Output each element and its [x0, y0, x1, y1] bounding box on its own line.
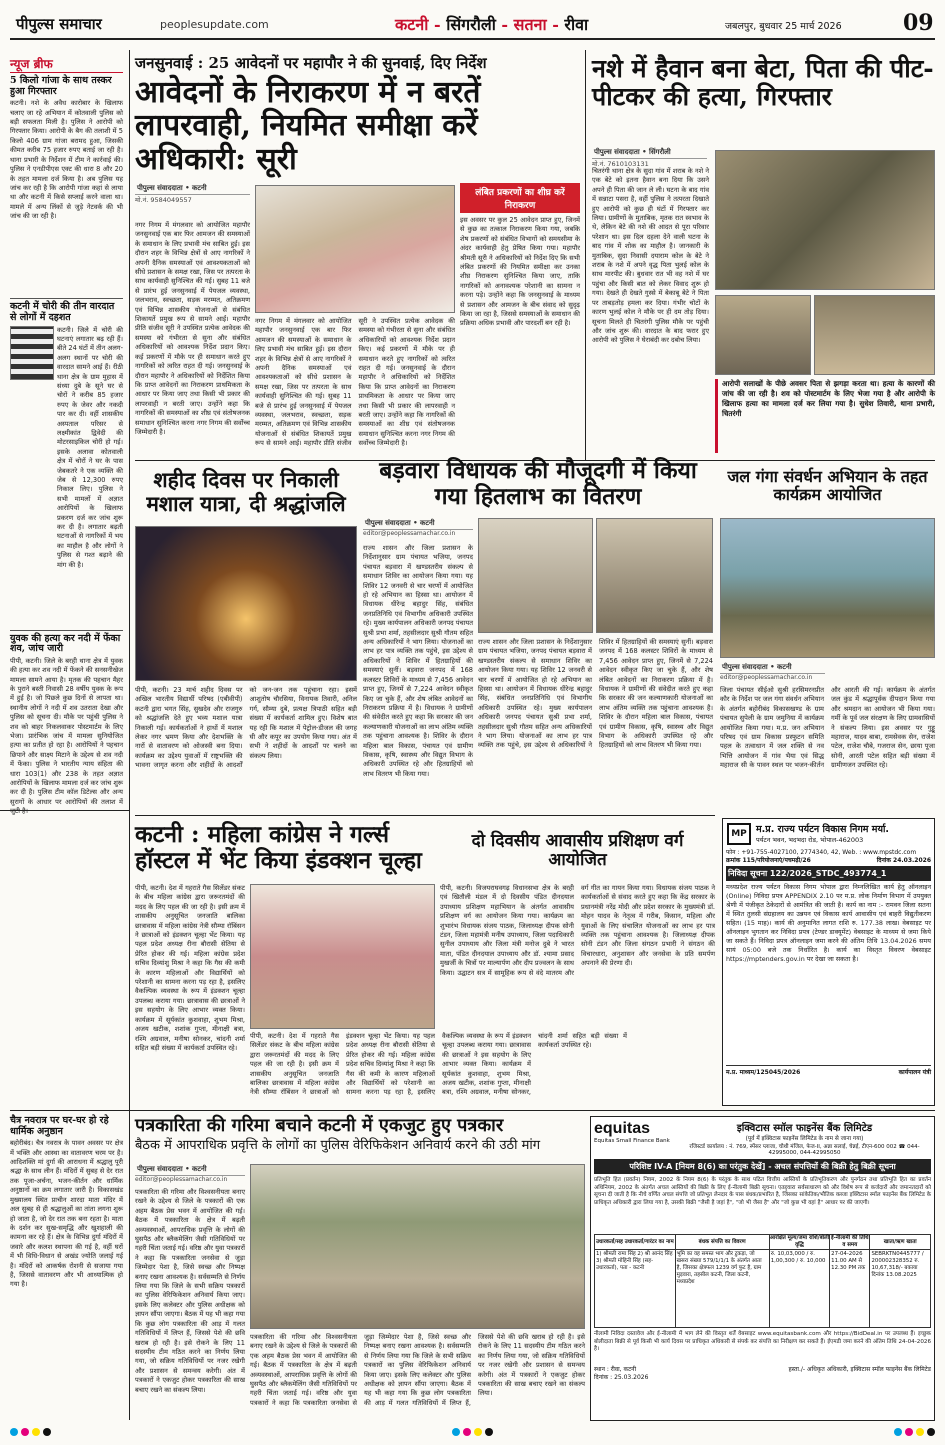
quote-text: आरोपी सलाखों के पीछे अवसर पिता से झगड़ा करता था। हत्या के कारणों की जांच की जा रही है। शव को पोस्टमार्टम के लिए भेजा गया है और आरोपी के खिलाफ हत्या का मामला दर्ज कर लिया गया है। सुधेश तिवारी, थाना प्रभारी, चितरंगी	[722, 379, 938, 418]
ad-org: म.प्र. राज्य पर्यटन विकास निगम मर्या.	[756, 824, 890, 835]
box-text: इस अवसर पर कुल 25 आवेदन प्राप्त हुए, जिनमें से कुछ का तत्काल निराकरण किया गया, जबकि शेष प्रकरणों को संबंधित विभागों को समयसीमा के अंदर कार्यवाही हेतु प्रेषित किया गया। महापौर श्रीमती सूरी ने अधिकारियों को निर्देश दिए कि सभी लंबित प्रकरणों की नियमित समीक्षा कर उनका शीघ्र निराकरण सुनिश्चित किया जाए, ताकि नागरिकों को अनावश्यक परेशानी का सामना न करना पड़े। उन्होंने कहा कि जनसुनवाई के माध्यम से प्रशासन और आमजन के बीच संवाद को सुदृढ़ किया जा रहा है, जिससे समस्याओं के समाधान की प्रक्रिया अधिक प्रभावी और पारदर्शी बन रही है।	[460, 216, 583, 328]
article-kicker: जनसुनवाई : 25 आवेदनों पर महापौर ने की सुनवाई, दिए निर्देश	[135, 54, 487, 72]
phone: मो.नं. 9584049557	[135, 196, 192, 204]
byline: पीपुल्स संवाददाता • कटनी editor@peoplessamachar.co.in	[720, 662, 825, 681]
edition-strip: कटनी - सिंगरौली - सतना - रीवा	[395, 15, 589, 34]
byline: पीपुल्स संवाददाता • कटनी editor@peoplessamachar.co.in	[135, 1164, 245, 1183]
mptdc-logo-icon: MP	[727, 823, 751, 845]
article-prashikshan	[440, 822, 718, 1107]
photo-jal-ganga	[720, 518, 935, 658]
article-headline: जल गंगा संवर्धन अभियान के तहत कार्यक्रम आयोजित	[727, 467, 928, 504]
byline: पीपुल्स संवाददाता • कटनी मो.नं. 9584049557	[135, 183, 250, 204]
ad-date: दिनांक 24.03.2026	[876, 857, 931, 864]
table-cell: SEBRKTN0445777 / 200002328352 रु. 10,67,318/- बकाया दिनांक 13.08.2025	[870, 1250, 931, 1328]
equitas-logo	[594, 1120, 674, 1156]
brief-text: कटनी। जिले में चोरी की घटनाएं लगातार बढ़ रही हैं। बीते 24 घंटों में तीन अलग-अलग स्थानों पर चोरी की वारदात सामने आई हैं। रीठी थाना क्षेत्र के ग्राम मुहास में संध्या दुबे के सूने घर से चोरों ने करीब 85 हजार रुपए के जेवर और नकदी पार कर दी। वहीं शासकीय अस्पताल परिसर से लक्ष्मीकांत द्विवेदी की मोटरसाइकिल चोरी हो गई। इसके अलावा कोतवाली क्षेत्र में चोरों ने घर के पास जेबकतरे ने एक व्यक्ति की जेब से 12,300 रुपए निकाल लिए। पुलिस ने सभी मामलों में अज्ञात आरोपियों के खिलाफ प्रकरण दर्ज कर जांच शुरू कर दी है। लगातार बढ़ती घटनाओं से नागरिकों में भय का माहौल है और लोगों ने पुलिस से गश्त बढ़ाने की मांग की है।	[57, 325, 126, 569]
bank-sub: (पूर्व में इक्विटास फाइनेंस लिमिटेड के नाम से जाना गया)	[745, 1136, 864, 1142]
brief-text: बहोरीबंद। चैत्र नवरात्र के पावन अवसर पर क्षेत्र में भक्ति और आस्था का वातावरण चरम पर है। आदिशक्ति मां दुर्गा की आराधना में श्रद्धालु पूरी श्रद्धा के साथ लीन हैं। मंदिरों में सुबह से देर रात तक पूजा-अर्चना, भजन-कीर्तन और धार्मिक अनुष्ठानों का क्रम लगातार जारी है। विकासखंड मुख्यालय स्थित प्राचीन शारदा माता मंदिर में अल सुबह से ही श्रद्धालुओं का तांता लगना शुरू हो जाता है, जो देर रात तक बना रहता है। माता के दर्शन कर सुख-समृद्धि और खुशहाली की कामना कर रहे हैं। क्षेत्र के विभिन्न दुर्गा मंदिरों में जवारे और कलश स्थापना की गई है, वहीं घरों में भी विधि-विधान से अखंड ज्योति जलाई गई है। मंदिरों को आकर्षक रोशनी से सजाया गया है, जिससे वातावरण और भी आध्यात्मिक हो गया है।	[10, 1139, 126, 1289]
brief-headline: युवक की हत्या कर नदी में फेंका शव, जांच जारी	[10, 632, 121, 655]
article-body: जिला पंचायत सीईओ सुश्री हरसिमरनप्रीत कौर के निर्देश पर जल गंगा संवर्धन अभियान के अंतर्गत बहोरीबंद विकासखण्ड के ग्राम पंचायत सुपेली के ग्राम जमुनिया में कार्यक्रम आयोजित किया गया। म.प्र. जन अभियान परिषद एवं ग्राम विकास प्रस्फुटन समिति पहल के तत्वाधान में जल शक्ति से नव भित्ति आयोजन में गांव भैया एवं सिद्ध महाराज सी के पावन स्थल पर भजन-कीर्तन और आरती की गई। कार्यक्रम के अंतर्गत जल कुंड में श्रद्धापूर्वक दीपदान किया गया और श्रमदान का आयोजन भी किया गया। गर्मी के पूर्व जल संरक्षण के लिए ग्रामवासियों ने संकल्प लिया। इस अवसर पर गुड्डू महाराज, यादव बाबा, रामसेवक सेन, राजेश पटेल, राजेश चौबे, गजराज सेन, छाया पूजा सोनी, आरती पटेल सहित बड़ी संख्या में ग्रामीणजन उपस्थित रहे।	[720, 686, 938, 770]
article-jal-ganga	[720, 467, 938, 813]
article-headline: कटनी : महिला कांग्रेस ने गर्ल्स हॉस्टल में भेंट किया इंडक्शन चूल्हा	[135, 821, 422, 874]
brief-headline: चैत्र नवरात्र पर घर-घर हो रहे धार्मिक अनुष्ठान	[10, 1115, 109, 1137]
article-body: नगर निगम में मंगलवार को आयोजित महापौर जनसुनवाई एक बार फिर आमजन की समस्याओं के समाधान के लिए प्रभावी मंच साबित हुई। इस दौरान शहर के विभिन्न क्षेत्रों से आए नागरिकों ने अपनी दैनिक समस्याओं एवं आवश्यकताओं को सीधे प्रशासन के समक्ष रखा, जिस पर तत्परता के साथ कार्यवाही सुनिश्चित की गई। सुबह 11 बजे से प्रारंभ हुई जनसुनवाई में पेयजल व्यवस्था, जलभराव, स्वच्छता, सड़क मरम्मत, अतिक्रमण एवं विभिन्न शासकीय योजनाओं से संबंधित शिकायतें प्रमुख रूप से सामने आईं। महापौर प्रीति संजीव सूरी ने उपस्थित प्रत्येक आवेदक की समस्या को गंभीरता से सुना और संबंधित अधिकारियों को आवश्यक निर्देश प्रदान किए। कई प्रकरणों में मौके पर ही समाधान करते हुए नागरिकों को त्वरित राहत दी गई। जनसुनवाई के दौरान महापौर ने अधिकारियों को निर्देशित किया कि प्राप्त आवेदनों का निराकरण प्राथमिकता के आधार पर किया जाए तथा किसी भी प्रकार की लापरवाही न बरती जाए। उन्होंने कहा कि नागरिकों की समस्याओं का शीघ्र एवं संतोषजनक समाधान सुनिश्चित करना नगर निगम की सर्वोच्च जिम्मेदारी है।	[135, 221, 253, 436]
article-headline: आवेदनों के निराकरण में न बरतें लापरवाही, नियमित समीक्षा करें अधिकारी: सूरी	[135, 74, 481, 177]
brief-item	[10, 75, 126, 294]
article-headline: शहीद दिवस पर निकाली मशाल यात्रा, दी श्रद्धांजलि	[146, 467, 346, 516]
photo-hitlabh-2	[596, 518, 713, 633]
ad-ref: क्रमांक 115/परियोजनाएं/पचमढ़ी/26	[726, 857, 811, 864]
table-cell: 27-04-2026 11.00 AM से 12.30 PM तक	[830, 1250, 870, 1328]
photo-officer	[814, 295, 935, 375]
article-headline: पत्रकारिता की गरिमा बचाने कटनी में एकजुट हुए पत्रकार	[135, 1115, 504, 1136]
article-jansunwai	[135, 54, 583, 455]
table-header: उधारकर्ता/सह उधारकर्ता/गारंटर का नाम	[595, 1235, 676, 1250]
photo-mashal-yatra	[135, 526, 357, 681]
table-header-row	[595, 1235, 931, 1250]
table-row	[595, 1250, 931, 1328]
sidebar-box	[460, 183, 583, 453]
article-body: पीपी, कटनी। 23 मार्च शहीद दिवस पर अखिल भारतीय विद्यार्थी परिषद (एबीवीपी) कटनी द्वारा भगत सिंह, सुखदेव और राजगुरु को श्रद्धांजलि देते हुए भव्य मशाल यात्रा निकाली गई। कार्यकर्ताओं ने हाथों में मशाल लेकर नगर भ्रमण किया और देशभक्ति के नारों से वातावरण को ओजस्वी बना दिया। कार्यक्रम का उद्देश्य युवाओं में राष्ट्रभक्ति की भावना जागृत करना और शहीदों के आदर्शों को जन-जन तक पहुंचाना रहा। इसमें आशुतोष चौरसिया, विनायक तिवारी, अनिल गर्ग, सौम्या दुबे, प्रत्यक्ष त्रिपाठी सहित बड़ी संख्या में कार्यकर्ता शामिल हुए। विशेष बात यह रही कि मशाल में पेट्रोल-डीजल की जगह घी और कपूर का उपयोग किया गया। अंत में सभी ने शहीदों के आदर्शों पर चलने का संकल्प लिया।	[135, 686, 360, 770]
ad-notice-title: निविदा सूचना 122/2026_STDC_493774_1	[726, 866, 931, 881]
bank-address: रजिस्टर्ड कार्यालय : नं. 769, स्पेंसर प्लाजा, चौथी मंजिल, फेज-II, अन्ना सलाई, चेन्नई, टीएन-600 002 ☎ 044-42995000, 044-42995050	[689, 1144, 920, 1156]
article-hitlabh	[363, 457, 716, 810]
ad-contact: फोन : +91-755-4027100, 2774340, 42, Web. : www.mpstdc.com	[726, 849, 917, 856]
ad-place: स्थान : रीवा, कटनी	[594, 1366, 636, 1373]
article-body: पीपी, कटनी। देश में गहराते गैस सिलेंडर संकट के बीच महिला कांग्रेस द्वारा जरूरतमंदों की मदद के लिए पहल की जा रही है। इसी क्रम में शासकीय अनुसूचित जनजाति बालिका छात्रावास में महिला कांग्रेस नेत्री सौम्या रॉबिंसन ने छात्राओं को इंडक्शन चूल्हा भेंट किया। यह पहल प्रदेश अध्यक्ष रीना बौरासी सेतिया से प्रेरित होकर की गई। महिला कांग्रेस प्रदेश सचिव दिव्यांशु मिश्रा ने कहा कि गैस की कमी के कारण महिलाओं और विद्यार्थियों को परेशानी का सामना करना पड़ रहा है, इसलिए वैकल्पिक व्यवस्था के रूप में इंडक्शन चूल्हा उपलब्ध कराया गया। छात्रावास की छात्राओं ने इस सहयोग के लिए आभार व्यक्त किया। कार्यक्रम में सूर्यकांत कुशवाहा, शुभम मिश्रा, अजय खटीक, शशांक गुप्ता, मीनाक्षी बत्रा, रश्मि अग्रवाल, मनीषा सोनकर, चांदनी शर्मा सहित बड़ी संख्या में कार्यकर्ता उपस्थित रहे।	[135, 884, 248, 1052]
brand-name: equitas	[594, 1120, 651, 1137]
quote-box	[715, 379, 938, 453]
box-title: लंबित प्रकरणों का शीघ्र करें निराकरण	[460, 183, 580, 213]
logo: पीपुल्स समाचार	[16, 15, 102, 33]
color-registration-strip	[10, 1428, 935, 1438]
equitas-auction-ad	[590, 1116, 935, 1421]
edition-rewa: रीवा	[564, 15, 589, 34]
news-brief-label: न्यूज ब्रीफ	[10, 55, 123, 73]
dateline: जबलपुर, बुधवार 25 मार्च 2026	[725, 21, 842, 32]
article-headline: नशे में हैवान बना बेटा, पिता की पीट-पीटकर की हत्या, गिरफ्तार	[592, 54, 934, 111]
article-body-2: नगर निगम में मंगलवार को आयोजित महापौर जनसुनवाई एक बार फिर आमजन की समस्याओं के समाधान के लिए प्रभावी मंच साबित हुई। इस दौरान शहर के विभिन्न क्षेत्रों से आए नागरिकों ने अपनी दैनिक समस्याओं एवं आवश्यकताओं को सीधे प्रशासन के समक्ष रखा, जिस पर तत्परता के साथ कार्यवाही सुनिश्चित की गई। सुबह 11 बजे से प्रारंभ हुई जनसुनवाई में पेयजल व्यवस्था, जलभराव, स्वच्छता, सड़क मरम्मत, अतिक्रमण एवं विभिन्न शासकीय योजनाओं से संबंधित शिकायतें प्रमुख रूप से सामने आईं। महापौर प्रीति संजीव सूरी ने उपस्थित प्रत्येक आवेदक की समस्या को गंभीरता से सुना और संबंधित अधिकारियों को आवश्यक निर्देश प्रदान किए। कई प्रकरणों में मौके पर ही समाधान करते हुए नागरिकों को त्वरित राहत दी गई। जनसुनवाई के दौरान महापौर ने अधिकारियों को निर्देशित किया कि प्राप्त आवेदनों का निराकरण प्राथमिकता के आधार पर किया जाए तथा किसी भी प्रकार की लापरवाही न बरती जाए। उन्होंने कहा कि नागरिकों की समस्याओं का शीघ्र एवं संतोषजनक समाधान सुनिश्चित करना नगर निगम की सर्वोच्च जिम्मेदारी है।	[255, 317, 458, 448]
byline: पीपुल्स संवाददाता • कटनी editor@peoplessamachar.co.in	[363, 518, 473, 537]
ad-body: प्रतिभूति हित (प्रवर्तन) नियम, 2002 के नियम 8(6) के परंतुक के साथ पठित वित्तीय आस्तियों के प्रतिभूतिकरण और पुनर्गठन तथा प्रतिभूति हित का प्रवर्तन अधिनियम, 2002 के अंतर्गत अचल आस्तियों की बिक्री के लिए ई-नीलामी बिक्री सूचना। एतद्द्वारा सर्वसाधारण को और विशेष रूप से कर्जदारों और जमानतदारों को सूचना दी जाती है कि नीचे वर्णित अचल संपत्ति जो प्रतिभूत लेनदार के पास बंधक/प्रभारित है, जिसका सांकेतिक/भौतिक कब्जा इक्विटास स्मॉल फाइनेंस बैंक लिमिटेड के प्राधिकृत अधिकारी द्वारा लिया गया है, उसकी बिक्री "जैसी है जहां है", "जो भी जैसा है" और "जो कुछ भी वहां है" आधार पर की जाएगी।	[594, 1177, 933, 1206]
photo-accused	[715, 295, 811, 375]
edition-satna: सतना	[513, 15, 547, 34]
article-martyr-day	[135, 467, 360, 810]
photo-journalists	[250, 1164, 585, 1329]
table-header: ई-नीलामी की तिथि व समय	[831, 1235, 869, 1248]
article-body: राज्य शासन और जिला प्रशासन के निर्देशानुसार ग्राम पंचायत भजिया, जनपद पंचायत बड़वारा में खण्डस्तरीय संकल्प से समाधान शिविर का आयोजन किया गया। यह शिविर 12 जनवरी से चार चरणों में आयोजित हो रहे अभियान का हिस्सा था। आयोजन में विधायक धीरेन्द्र बहादुर सिंह, संबंधित जनप्रतिनिधि एवं विभागीय अधिकारी उपस्थित रहे। मुख्य कार्यपालन अधिकारी जनपद पंचायत सुश्री प्रभा शर्मा, तहसीलदार सुश्री गौतम सहित अन्य अधिकारियों ने भाग लिया। योजनाओं का लाभ हर पात्र व्यक्ति तक पहुंचे, इस उद्देश्य से अधिकारियों ने शिविर में हितग्राहियों की समस्याएं सुनीं। बड़वारा जनपद में 168 कलस्टर शिविरों के माध्यम से 7,456 आवेदन प्राप्त हुए, जिनमें से 7,224 आवेदन स्वीकृत किए जा चुके हैं, और शेष लंबित आवेदनों का निराकरण प्रक्रिया में है। विधायक ने ग्रामीणों की संवेदीत करते हुए कहा कि सरकार की जन कल्याणकारी योजनाओं का लाभ अंतिम व्यक्ति तक पहुंचाना आवश्यक है। शिविर के दौरान महिला बाल विकास, पंचायत एवं ग्रामीण विकास, कृषि, स्वास्थ्य और विद्युत विभाग के अधिकारी उपस्थित रहे और हितग्राहियों को लाभ वितरण भी किया गया।	[363, 544, 476, 778]
ad-signature: हस्ता./- अधिकृत अधिकारी, इक्विटास स्मॉल फाइनेंस बैंक लिमिटेड	[788, 1366, 931, 1373]
brief-headline: कटनी में चोरी की तीन वारदात से लोगों में दहशत	[10, 301, 115, 323]
article-journalists	[135, 1115, 588, 1421]
table-header: आरक्षित मूल्य/जमा राशि/बोली वृद्धि	[769, 1235, 830, 1248]
table-header: बंधक संपत्ति का विवरण	[675, 1235, 769, 1250]
edition-katni: कटनी	[395, 15, 429, 34]
brief-headline: 5 किलो गांजा के साथ तस्कर हुआ गिरफ्तार	[10, 75, 112, 97]
article-body: पीपी, कटनी। विजयराघवगढ़ विधानसभा क्षेत्र के बरही एवं खितौली मंडल में दो दिवसीय पंडित दीनदयाल उपाध्याय प्रशिक्षण महाभियान के अंतर्गत आवासीय प्रशिक्षण वर्ग का आयोजन किया गया। कार्यक्रम का शुभारंभ विधायक संजय पाठक, जिलाध्यक्ष दीपक सोनी टंडन, जिला महामंत्री मनीष उपाध्याय, जिला पदाधिकारी सुनील उपाध्याय और जिला मंत्री मनोज दुबे ने भारत माता, पंडित दीनदयाल उपाध्याय और डॉ. श्यामा प्रसाद मुखर्जी के चित्रों पर माल्यार्पण और दीप प्रज्वलन के साथ किया। उद्घाटन सत्र में सामूहिक रूप से वंदे मातरम और वर्ग गीत का गायन किया गया। विधायक संजय पाठक ने कार्यकर्ताओं से संवाद करते हुए कहा कि केंद्र सरकार के प्रधानमंत्री नरेंद्र मोदी और प्रदेश सरकार के मुख्यमंत्री डॉ. मोहन यादव के नेतृत्व में गरीब, किसान, महिला और युवाओं के लिए संचालित योजनाओं का लाभ हर पात्र व्यक्ति तक पहुंचाना आवश्यक है। जिलाध्यक्ष दीपक सोनी टंडन और जिला संगठन प्रभारी ने संगठन की विचारधारा, अनुशासन और जनसेवा के प्रति समर्पण अपनाने की प्रेरणा दी।	[440, 884, 718, 977]
photo-jansunwai	[255, 185, 455, 313]
email: editor@peoplessamachar.co.in	[135, 1176, 228, 1183]
ad-notes: नीलामी निविदा दस्तावेज और ई-नीलामी में भाग लेने की विस्तृत शर्तें वेबसाइट www.equitasbank.com और https://BidDeal.in पर उपलब्ध हैं। इच्छुक बोलीदाता बिक्री से पूर्व किसी भी कार्य दिवस पर प्राधिकृत अधिकारी से संपर्क कर संपत्ति का निरीक्षण कर सकते हैं। ईएमडी जमा करने की अंतिम तिथि 24-04-2026 है।	[594, 1331, 933, 1353]
masthead	[10, 8, 935, 40]
ad-text: मध्यप्रदेश राज्य पर्यटन विकास निगम भोपाल द्वारा निम्नलिखित कार्य हेतु ऑनलाइन (Online) निविदा प्रपत्र APPENDIX 2.10 पर म.प्र. लोक निर्माण विभाग में उपयुक्त श्रेणी में पंजीकृत ठेकेदारों से आमंत्रित की जाती है। कार्य का नाम :- रामवन जिला सतना में स्थित तुलसी संग्रहालय का उन्नयन एवं विकास कार्य आवासीय एवं बाहरी विद्युतीकरण सहित। (15 माह)। कार्य की अनुमानित लागत राशि रु. 177.38 लाख। वेबसाइट पर ऑनलाइन भुगतान कर निविदा प्रपत्र (टेण्डर डाक्यूमेंट) वेबसाइट के माध्यम से जमा किये जा सकते हैं। निविदा प्रपत्र ऑनलाइन जमा करने की अंतिम तिथि 13.04.2026 समय सायं 05:00 बजे तक निर्धारित है। कार्य का विस्तृत विवरण वेबसाइट https://mptenders.gov.in पर देखा जा सकता है।	[726, 883, 934, 963]
tender-notice-ad	[722, 818, 935, 1106]
email: editor@peoplessamachar.co.in	[363, 530, 456, 537]
table-cell: भूमि का वह समस्त भाग और टुकड़ा, जो खसरा संख्या 579/1/1/1 के अंतर्गत आता है, जिसका क्षेत्रफल 1239 वर्ग फुट है, ग्राम मुड़वारा, तहसील कटनी, जिला कटनी, मध्यप्रदेश	[675, 1250, 769, 1328]
photo-hitlabh-1	[478, 518, 593, 633]
brand-tagline: Equitas Small Finance Bank	[594, 1138, 670, 1144]
article-murder	[592, 54, 938, 455]
ad-footer-left: म.प्र. माध्यम/125045/2026	[726, 1069, 801, 1076]
ad-date: दिनांक : 25.03.2026	[594, 1374, 649, 1381]
auction-table	[594, 1234, 931, 1328]
site-url: peoplesupdate.com	[160, 18, 269, 31]
article-body-2: पत्रकारिता की गरिमा और विश्वसनीयता बनाए रखने के उद्देश्य से जिले के पत्रकारों की एक अहम बैठक प्रेस भवन में आयोजित की गई। बैठक में पत्रकारिता के क्षेत्र में बढ़ती अव्यवस्थाओं, आपराधिक प्रवृत्ति के लोगों की घुसपैठ और ब्लैकमेलिंग जैसी गतिविधियों पर गहरी चिंता जताई गई। वरिष्ठ और युवा पत्रकारों ने कहा कि पत्रकारिता जनसेवा से जुड़ा जिम्मेदार पेशा है, जिसे स्वच्छ और निष्पक्ष बनाए रखना आवश्यक है। सर्वसम्मति से निर्णय लिया गया कि जिले के सभी सक्रिय पत्रकारों का पुलिस वेरिफिकेशन अनिवार्य किया जाए। इसके लिए कलेक्टर और पुलिस अधीक्षक को ज्ञापन सौंपा जाएगा। बैठक में यह भी कहा गया कि कुछ लोग पत्रकारिता की आड़ में गलत गतिविधियों में लिप्त हैं, जिससे पेशे की छवि खराब हो रही है। इसे रोकने के लिए 11 सदस्यीय टीम गठित करने का निर्णय लिया गया, जो सक्रिय गतिविधियों पर नजर रखेगी और प्रशासन से समन्वय करेगी। अंत में पत्रकारों ने एकजुट होकर पत्रकारिता की साख बचाए रखने का संकल्प लिया।	[250, 1333, 588, 1407]
byline: पीपुल्स संवाददाता • सिंगरौली मो.नं. 7610103131	[592, 147, 707, 168]
photo-murder-scene	[715, 150, 935, 290]
article-headline: बड़वारा विधायक की मौजूदगी में किया गया हितलाभ का वितरण	[379, 457, 697, 510]
article-body: चितरंगी थाना क्षेत्र के सुदा गांव में शराब के नशे ने एक बेटे को इतना हैवान बना दिया कि उसने अपने ही पिता की जान ले ली। घटना के बाद गांव में सन्नाटा पसरा है, वहीं पुलिस ने तत्परता दिखाते हुए आरोपी को कुछ ही घंटों में गिरफ्तार कर लिया। ग्रामीणों के मुताबिक, मृतक रात स्वभाव के थे, लेकिन बेटे की नशे की आदत से पूरा परिवार परेशान था। इस दिल दहला देने वाली घटना के बाद गांव में शोक का माहौल है। जानकारी के मुताबिक, सुदा निवासी दयाराम कोल के बेटे ने शराब के नशे में अपने वृद्ध पिता भुलई कोल के साथ मारपीट की। बुधवार रात भी वह नशे में घर पहुंचा और किसी बात को लेकर विवाद शुरू हो गया। देखते ही देखते गुस्से में बेकाबू बेटे ने पिता पर ताबड़तोड़ हमला कर दिया। गंभीर चोटों के कारण भुलई कोल ने मौके पर ही दम तोड़ दिया। सूचना मिलते ही चितरंगी पुलिस मौके पर पहुंची और जांच शुरू की। वारदात के बाद फरार हुए आरोपी को पुलिस ने घेराबंदी कर दबोच लिया।	[592, 167, 712, 345]
article-body: पत्रकारिता की गरिमा और विश्वसनीयता बनाए रखने के उद्देश्य से जिले के पत्रकारों की एक अहम बैठक प्रेस भवन में आयोजित की गई। बैठक में पत्रकारिता के क्षेत्र में बढ़ती अव्यवस्थाओं, आपराधिक प्रवृत्ति के लोगों की घुसपैठ और ब्लैकमेलिंग जैसी गतिविधियों पर गहरी चिंता जताई गई। वरिष्ठ और युवा पत्रकारों ने कहा कि पत्रकारिता जनसेवा से जुड़ा जिम्मेदार पेशा है, जिसे स्वच्छ और निष्पक्ष बनाए रखना आवश्यक है। सर्वसम्मति से निर्णय लिया गया कि जिले के सभी सक्रिय पत्रकारों का पुलिस वेरिफिकेशन अनिवार्य किया जाए। इसके लिए कलेक्टर और पुलिस अधीक्षक को ज्ञापन सौंपा जाएगा। बैठक में यह भी कहा गया कि कुछ लोग पत्रकारिता की आड़ में गलत गतिविधियों में लिप्त हैं, जिससे पेशे की छवि खराब हो रही है। इसे रोकने के लिए 11 सदस्यीय टीम गठित करने का निर्णय लिया गया, जो सक्रिय गतिविधियों पर नजर रखेगी और प्रशासन से समन्वय करेगी। अंत में पत्रकारों ने एकजुट होकर पत्रकारिता की साख बचाए रखने का संकल्प लिया।	[135, 1188, 248, 1394]
ad-address: पर्यटन भवन, भदभदा रोड, भोपाल-462003	[756, 836, 864, 844]
brief-item	[10, 298, 126, 625]
table-cell: 1) श्रीमती रामा सिंह 2) श्री आनंद सिंह 3) श्रीमती मोहिनी सिंह (सह-उधारकर्ता), पता - कटनी	[595, 1250, 676, 1328]
appendix-title: परिशिष्ट IV-A [नियम 8(6) का परंतुक देखें] - अचल संपत्तियों की बिक्री हेतु बिक्री सूचना	[594, 1159, 931, 1174]
table-cell: रु. 10,03,000 / रु. 1,00,300 / रु. 10,000	[769, 1250, 829, 1328]
ad-footer-right: कार्यपालन यंत्री	[898, 1069, 931, 1076]
brief-text: कटनी। नशे के अवैध कारोबार के खिलाफ चलाए जा रहे अभियान में कोतवाली पुलिस को बड़ी सफलता मिली है। पुलिस ने आरोपी को गिरफ्तार किया। आरोपी के बैग की तलाशी में 5 किलो 406 ग्राम गांजा बरामद हुआ, जिसकी कीमत करीब 75 हजार रुपए बताई जा रही है। थाना प्रभारी के निर्देशन में टीम ने कार्रवाई की। पुलिस ने एनडीपीएस एक्ट की धारा 8 और 20 के तहत मामला दर्ज किया है। अब पुलिस यह जांच कर रही है कि आरोपी गांजा कहां से लाया था और कटनी में किसे सप्लाई करने वाला था। मामले में अन्य लिंकों से जुड़े नेटवर्क की भी जांच की जा रही है।	[10, 99, 126, 221]
article-headline: दो दिवसीय आवासीय प्रशिक्षण वर्ग आयोजित	[471, 831, 684, 871]
phone: मो.नं. 7610103131	[592, 160, 649, 168]
bank-name: इक्विटास स्मॉल फाइनेंस बैंक लिमिटेड	[736, 1123, 873, 1134]
article-body-2: पीपी, कटनी। देश में गहराते गैस सिलेंडर संकट के बीच महिला कांग्रेस द्वारा जरूरतमंदों की मदद के लिए पहल की जा रही है। इसी क्रम में शासकीय अनुसूचित जनजाति बालिका छात्रावास में महिला कांग्रेस नेत्री सौम्या रॉबिंसन ने छात्राओं को इंडक्शन चूल्हा भेंट किया। यह पहल प्रदेश अध्यक्ष रीना बौरासी सेतिया से प्रेरित होकर की गई। महिला कांग्रेस प्रदेश सचिव दिव्यांशु मिश्रा ने कहा कि गैस की कमी के कारण महिलाओं और विद्यार्थियों को परेशानी का सामना करना पड़ रहा है, इसलिए वैकल्पिक व्यवस्था के रूप में इंडक्शन चूल्हा उपलब्ध कराया गया। छात्रावास की छात्राओं ने इस सहयोग के लिए आभार व्यक्त किया। कार्यक्रम में सूर्यकांत कुशवाहा, शुभम मिश्रा, अजय खटीक, शशांक गुप्ता, मीनाक्षी बत्रा, रश्मि अग्रवाल, मनीषा सोनकर, चांदनी शर्मा सहित बड़ी संख्या में कार्यकर्ता उपस्थित रहे।	[250, 1032, 630, 1097]
thief-illustration	[10, 326, 54, 380]
photo-hostel	[250, 884, 435, 1029]
brief-text: पीपी, कटनी। जिले के बरही थाना क्षेत्र में युवक की हत्या कर शव नदी में फेंकने की सनसनीखेज मामला सामने आया है। मृतक की पहचान मैहर के पुराने बस्ती निवासी 28 वर्षीय युवक के रूप में हुई है। जो पिछले कुछ दिनों से लापता था। स्थानीय लोगों ने नदी में शव उतराता देखा और पुलिस को सूचना दी। मौके पर पहुंची पुलिस ने शव को बाहर निकलवाकर पोस्टमार्टम के लिए भेजा। प्रारंभिक जांच में मामला सुनियोजित हत्या का प्रतीत हो रहा है। आरोपियों ने पहचान छिपाने और साक्ष्य मिटाने के उद्देश्य से शव नदी में फेंका। पुलिस ने भारतीय न्याय संहिता की धारा 103(1) और 238 के तहत अज्ञात आरोपियों के खिलाफ मामला दर्ज कर जांच शुरू कर दी है। पुलिस टीम कॉल डिटेल्स और अन्य सुरागों के आधार पर आरोपियों की तलाश में जुटी है।	[10, 656, 126, 816]
article-subhead: बैठक में आपराधिक प्रवृत्ति के लोगों का पुलिस वेरिफिकेशन अनिवार्य करने की उठी मांग	[135, 1138, 541, 1154]
article-body-2: राज्य शासन और जिला प्रशासन के निर्देशानुसार ग्राम पंचायत भजिया, जनपद पंचायत बड़वारा में खण्डस्तरीय संकल्प से समाधान शिविर का आयोजन किया गया। यह शिविर 12 जनवरी से चार चरणों में आयोजित हो रहे अभियान का हिस्सा था। आयोजन में विधायक धीरेन्द्र बहादुर सिंह, संबंधित जनप्रतिनिधि एवं विभागीय अधिकारी उपस्थित रहे। मुख्य कार्यपालन अधिकारी जनपद पंचायत सुश्री प्रभा शर्मा, तहसीलदार सुश्री गौतम सहित अन्य अधिकारियों ने भाग लिया। योजनाओं का लाभ हर पात्र व्यक्ति तक पहुंचे, इस उद्देश्य से अधिकारियों ने शिविर में हितग्राहियों की समस्याएं सुनीं। बड़वारा जनपद में 168 कलस्टर शिविरों के माध्यम से 7,456 आवेदन प्राप्त हुए, जिनमें से 7,224 आवेदन स्वीकृत किए जा चुके हैं, और शेष लंबित आवेदनों का निराकरण प्रक्रिया में है। विधायक ने ग्रामीणों की संवेदीत करते हुए कहा कि सरकार की जन कल्याणकारी योजनाओं का लाभ अंतिम व्यक्ति तक पहुंचाना आवश्यक है। शिविर के दौरान महिला बाल विकास, पंचायत एवं ग्रामीण विकास, कृषि, स्वास्थ्य और विद्युत विभाग के अधिकारी उपस्थित रहे और हितग्राहियों को लाभ वितरण भी किया गया।	[478, 638, 716, 750]
table-header: खाता/ऋण खाता	[870, 1235, 931, 1250]
page-number: 09	[903, 10, 934, 36]
edition-singrauli: सिंगरौली	[446, 15, 496, 34]
email: editor@peoplessamachar.co.in	[720, 674, 813, 681]
brief-item	[10, 630, 126, 1017]
brief-item-navratri	[10, 1115, 126, 1416]
